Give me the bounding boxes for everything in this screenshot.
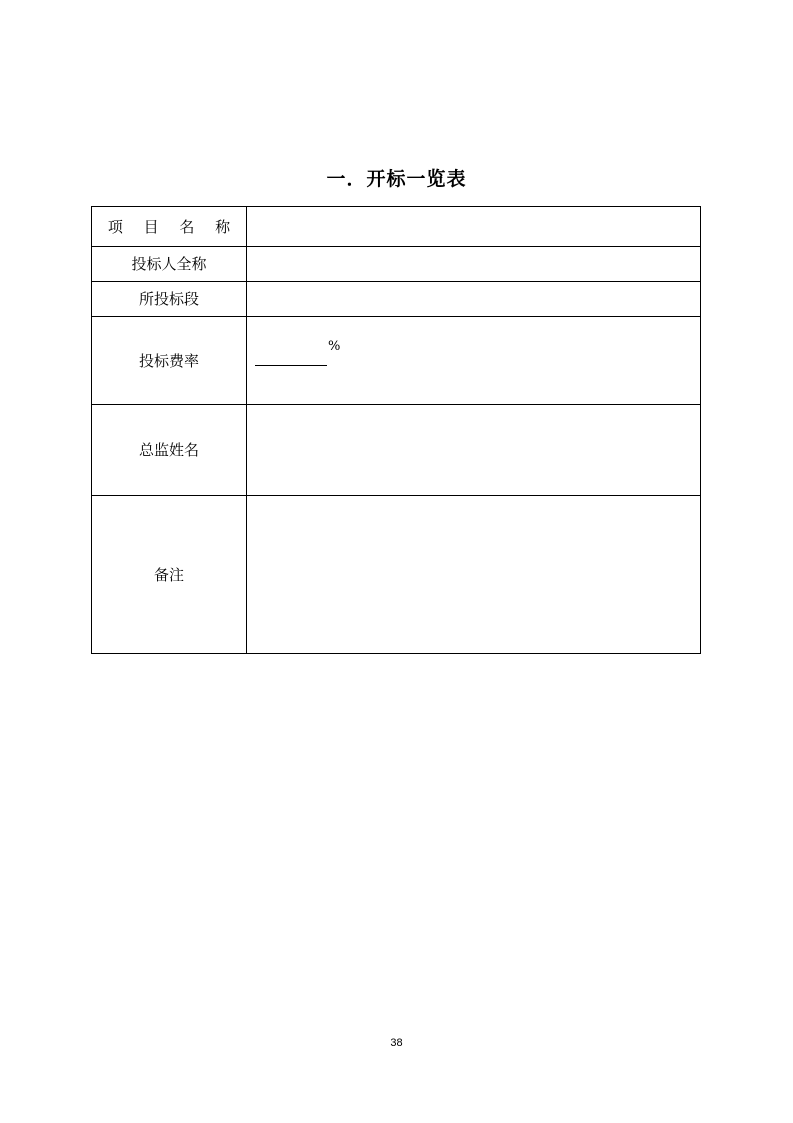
table-row-bidder-name [92,247,701,282]
project-name-field[interactable] [247,207,701,247]
project-name-label [92,207,247,247]
bid-rate-blank[interactable] [255,348,327,366]
bid-rate-entry [255,339,341,367]
page-number: 38 [390,1037,403,1049]
bidder-name-label: 投标人全称 [92,247,247,282]
table-row-bid-rate [92,317,701,405]
chief-supervisor-field[interactable] [247,405,701,496]
percent-sign: % [328,339,341,354]
table-row-project-name [92,207,701,247]
bid-rate-label: 投标费率 [92,317,247,405]
bid-section-field[interactable] [247,282,701,317]
table-row-bid-section [92,282,701,317]
table-row-chief-supervisor [92,405,701,496]
project-name-label-text: 项 目 名 称 [107,217,239,236]
bid-rate-cell [247,317,701,405]
remarks-label: 备注 [92,496,247,654]
table-row-remarks [92,496,701,654]
chief-supervisor-label: 总监姓名 [92,405,247,496]
remarks-field[interactable] [247,496,701,654]
bid-section-label: 所投标段 [92,282,247,317]
bid-opening-table [91,206,701,654]
page-title: 一．开标一览表 [326,168,467,190]
bidder-name-field[interactable] [247,247,701,282]
